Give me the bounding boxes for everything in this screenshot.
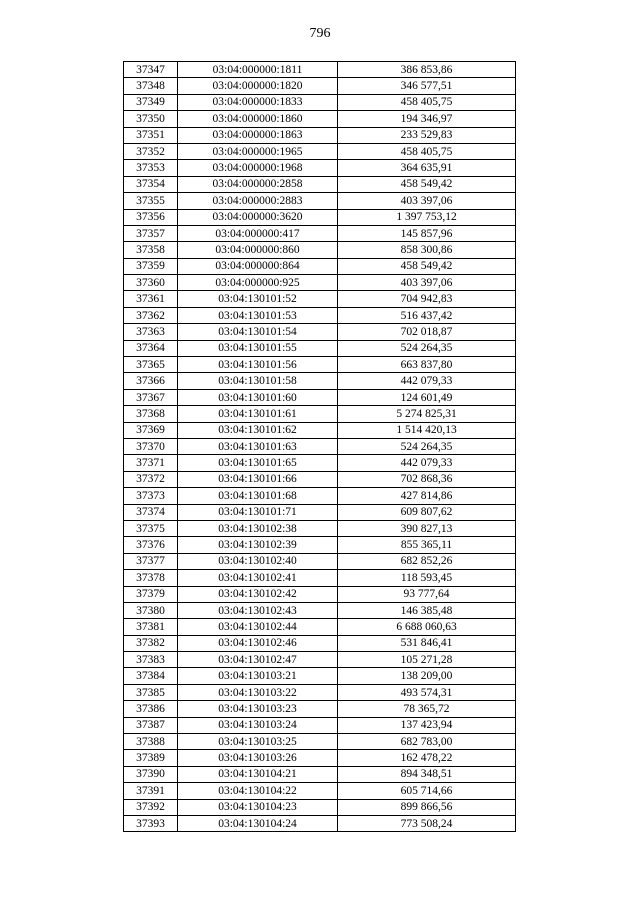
value-cell: 386 853,86 — [338, 62, 516, 78]
table-row — [124, 488, 516, 504]
cadastral-number-cell: 03:04:130104:24 — [178, 815, 338, 831]
cadastral-number-cell: 03:04:130101:54 — [178, 324, 338, 340]
value-cell: 899 866,56 — [338, 799, 516, 815]
table-row — [124, 225, 516, 241]
row-number-cell: 37380 — [124, 602, 178, 618]
value-cell: 458 405,75 — [338, 94, 516, 110]
table-row — [124, 111, 516, 127]
row-number-cell: 37393 — [124, 815, 178, 831]
row-number-cell: 37347 — [124, 62, 178, 78]
cadastral-number-cell: 03:04:130102:46 — [178, 635, 338, 651]
cadastral-number-cell: 03:04:130102:42 — [178, 586, 338, 602]
table-row — [124, 734, 516, 750]
value-cell: 858 300,86 — [338, 242, 516, 258]
table-row — [124, 504, 516, 520]
cadastral-number-cell: 03:04:000000:1833 — [178, 94, 338, 110]
table-row — [124, 389, 516, 405]
cadastral-number-cell: 03:04:130104:21 — [178, 766, 338, 782]
row-number-cell: 37388 — [124, 734, 178, 750]
value-cell: 145 857,96 — [338, 225, 516, 241]
row-number-cell: 37369 — [124, 422, 178, 438]
row-number-cell: 37355 — [124, 193, 178, 209]
cadastral-number-cell: 03:04:130102:44 — [178, 619, 338, 635]
row-number-cell: 37386 — [124, 701, 178, 717]
cadastral-number-cell: 03:04:130101:56 — [178, 357, 338, 373]
row-number-cell: 37357 — [124, 225, 178, 241]
cadastral-number-cell: 03:04:000000:2858 — [178, 176, 338, 192]
cadastral-number-cell: 03:04:130103:24 — [178, 717, 338, 733]
cadastral-number-cell: 03:04:130103:22 — [178, 684, 338, 700]
value-cell: 78 365,72 — [338, 701, 516, 717]
row-number-cell: 37376 — [124, 537, 178, 553]
value-cell: 364 635,91 — [338, 160, 516, 176]
cadastral-value-table — [123, 61, 516, 832]
value-cell: 162 478,22 — [338, 750, 516, 766]
row-number-cell: 37381 — [124, 619, 178, 635]
value-cell: 124 601,49 — [338, 389, 516, 405]
value-cell: 118 593,45 — [338, 570, 516, 586]
value-cell: 609 807,62 — [338, 504, 516, 520]
cadastral-number-cell: 03:04:000000:1811 — [178, 62, 338, 78]
value-cell: 704 942,83 — [338, 291, 516, 307]
value-cell: 390 827,13 — [338, 520, 516, 536]
table-row — [124, 652, 516, 668]
value-cell: 427 814,86 — [338, 488, 516, 504]
table-row — [124, 176, 516, 192]
table-row — [124, 373, 516, 389]
row-number-cell: 37382 — [124, 635, 178, 651]
cadastral-number-cell: 03:04:130101:58 — [178, 373, 338, 389]
value-cell: 605 714,66 — [338, 783, 516, 799]
value-cell: 682 852,26 — [338, 553, 516, 569]
table-row — [124, 307, 516, 323]
row-number-cell: 37373 — [124, 488, 178, 504]
row-number-cell: 37361 — [124, 291, 178, 307]
cadastral-number-cell: 03:04:000000:864 — [178, 258, 338, 274]
cadastral-number-cell: 03:04:130101:52 — [178, 291, 338, 307]
table-row — [124, 340, 516, 356]
row-number-cell: 37365 — [124, 357, 178, 373]
value-cell: 531 846,41 — [338, 635, 516, 651]
table-row — [124, 799, 516, 815]
cadastral-number-cell: 03:04:000000:1968 — [178, 160, 338, 176]
value-cell: 442 079,33 — [338, 373, 516, 389]
row-number-cell: 37367 — [124, 389, 178, 405]
value-cell: 105 271,28 — [338, 652, 516, 668]
cadastral-number-cell: 03:04:130104:23 — [178, 799, 338, 815]
row-number-cell: 37374 — [124, 504, 178, 520]
page-number: 796 — [309, 26, 331, 41]
cadastral-number-cell: 03:04:130101:55 — [178, 340, 338, 356]
row-number-cell: 37348 — [124, 78, 178, 94]
table-row — [124, 717, 516, 733]
row-number-cell: 37356 — [124, 209, 178, 225]
value-cell: 702 868,36 — [338, 471, 516, 487]
table-row — [124, 750, 516, 766]
row-number-cell: 37352 — [124, 143, 178, 159]
value-cell: 458 549,42 — [338, 176, 516, 192]
cadastral-number-cell: 03:04:130103:23 — [178, 701, 338, 717]
table-row — [124, 62, 516, 78]
cadastral-number-cell: 03:04:130101:61 — [178, 406, 338, 422]
table-row — [124, 766, 516, 782]
table-row — [124, 357, 516, 373]
row-number-cell: 37384 — [124, 668, 178, 684]
cadastral-number-cell: 03:04:130103:25 — [178, 734, 338, 750]
row-number-cell: 37359 — [124, 258, 178, 274]
table-row — [124, 668, 516, 684]
row-number-cell: 37387 — [124, 717, 178, 733]
table-row — [124, 815, 516, 831]
value-cell: 6 688 060,63 — [338, 619, 516, 635]
cadastral-number-cell: 03:04:000000:1860 — [178, 111, 338, 127]
value-cell: 524 264,35 — [338, 340, 516, 356]
cadastral-number-cell: 03:04:130101:53 — [178, 307, 338, 323]
cadastral-number-cell: 03:04:130101:71 — [178, 504, 338, 520]
value-cell: 702 018,87 — [338, 324, 516, 340]
table-row — [124, 422, 516, 438]
value-cell: 458 405,75 — [338, 143, 516, 159]
value-cell: 458 549,42 — [338, 258, 516, 274]
row-number-cell: 37363 — [124, 324, 178, 340]
value-cell: 442 079,33 — [338, 455, 516, 471]
cadastral-number-cell: 03:04:000000:1965 — [178, 143, 338, 159]
cadastral-number-cell: 03:04:130102:40 — [178, 553, 338, 569]
value-cell: 146 385,48 — [338, 602, 516, 618]
value-cell: 682 783,00 — [338, 734, 516, 750]
value-cell: 1 397 753,12 — [338, 209, 516, 225]
table-row — [124, 471, 516, 487]
row-number-cell: 37391 — [124, 783, 178, 799]
table-row — [124, 783, 516, 799]
value-cell: 524 264,35 — [338, 438, 516, 454]
row-number-cell: 37379 — [124, 586, 178, 602]
table-row — [124, 537, 516, 553]
table-row — [124, 291, 516, 307]
table-row — [124, 520, 516, 536]
cadastral-number-cell: 03:04:000000:1820 — [178, 78, 338, 94]
value-cell: 663 837,80 — [338, 357, 516, 373]
cadastral-number-cell: 03:04:130102:47 — [178, 652, 338, 668]
cadastral-number-cell: 03:04:130101:68 — [178, 488, 338, 504]
row-number-cell: 37392 — [124, 799, 178, 815]
table-row — [124, 570, 516, 586]
cadastral-number-cell: 03:04:000000:2883 — [178, 193, 338, 209]
cadastral-number-cell: 03:04:000000:860 — [178, 242, 338, 258]
table-row — [124, 619, 516, 635]
cadastral-number-cell: 03:04:000000:1863 — [178, 127, 338, 143]
row-number-cell: 37362 — [124, 307, 178, 323]
cadastral-number-cell: 03:04:000000:3620 — [178, 209, 338, 225]
row-number-cell: 37368 — [124, 406, 178, 422]
value-cell: 233 529,83 — [338, 127, 516, 143]
cadastral-number-cell: 03:04:130103:26 — [178, 750, 338, 766]
value-cell: 773 508,24 — [338, 815, 516, 831]
cadastral-number-cell: 03:04:130101:62 — [178, 422, 338, 438]
table-row — [124, 193, 516, 209]
table-row — [124, 586, 516, 602]
table-row — [124, 553, 516, 569]
table-row — [124, 94, 516, 110]
table-row — [124, 438, 516, 454]
value-cell: 403 397,06 — [338, 275, 516, 291]
value-cell: 194 346,97 — [338, 111, 516, 127]
value-cell: 894 348,51 — [338, 766, 516, 782]
cadastral-number-cell: 03:04:130102:43 — [178, 602, 338, 618]
row-number-cell: 37364 — [124, 340, 178, 356]
table-row — [124, 455, 516, 471]
cadastral-number-cell: 03:04:130103:21 — [178, 668, 338, 684]
row-number-cell: 37377 — [124, 553, 178, 569]
table-row — [124, 701, 516, 717]
value-cell: 493 574,31 — [338, 684, 516, 700]
cadastral-number-cell: 03:04:000000:925 — [178, 275, 338, 291]
cadastral-number-cell: 03:04:130102:41 — [178, 570, 338, 586]
value-cell: 5 274 825,31 — [338, 406, 516, 422]
row-number-cell: 37366 — [124, 373, 178, 389]
value-cell: 1 514 420,13 — [338, 422, 516, 438]
value-cell: 516 437,42 — [338, 307, 516, 323]
row-number-cell: 37371 — [124, 455, 178, 471]
row-number-cell: 37385 — [124, 684, 178, 700]
cadastral-number-cell: 03:04:000000:417 — [178, 225, 338, 241]
row-number-cell: 37351 — [124, 127, 178, 143]
row-number-cell: 37360 — [124, 275, 178, 291]
table-row — [124, 602, 516, 618]
row-number-cell: 37354 — [124, 176, 178, 192]
table-row — [124, 635, 516, 651]
cadastral-number-cell: 03:04:130101:65 — [178, 455, 338, 471]
value-cell: 138 209,00 — [338, 668, 516, 684]
table-row — [124, 160, 516, 176]
table-row — [124, 684, 516, 700]
row-number-cell: 37350 — [124, 111, 178, 127]
table-row — [124, 127, 516, 143]
row-number-cell: 37389 — [124, 750, 178, 766]
table-row — [124, 78, 516, 94]
row-number-cell: 37372 — [124, 471, 178, 487]
row-number-cell: 37383 — [124, 652, 178, 668]
row-number-cell: 37349 — [124, 94, 178, 110]
row-number-cell: 37358 — [124, 242, 178, 258]
table-body — [124, 62, 516, 832]
table-row — [124, 209, 516, 225]
table-row — [124, 406, 516, 422]
cadastral-number-cell: 03:04:130101:63 — [178, 438, 338, 454]
cadastral-number-cell: 03:04:130102:38 — [178, 520, 338, 536]
table-row — [124, 143, 516, 159]
cadastral-number-cell: 03:04:130102:39 — [178, 537, 338, 553]
row-number-cell: 37370 — [124, 438, 178, 454]
value-cell: 137 423,94 — [338, 717, 516, 733]
value-cell: 403 397,06 — [338, 193, 516, 209]
table-row — [124, 324, 516, 340]
value-cell: 855 365,11 — [338, 537, 516, 553]
table-row — [124, 242, 516, 258]
row-number-cell: 37353 — [124, 160, 178, 176]
row-number-cell: 37378 — [124, 570, 178, 586]
value-cell: 93 777,64 — [338, 586, 516, 602]
cadastral-number-cell: 03:04:130101:66 — [178, 471, 338, 487]
table-row — [124, 258, 516, 274]
row-number-cell: 37375 — [124, 520, 178, 536]
table-row — [124, 275, 516, 291]
cadastral-number-cell: 03:04:130104:22 — [178, 783, 338, 799]
cadastral-number-cell: 03:04:130101:60 — [178, 389, 338, 405]
value-cell: 346 577,51 — [338, 78, 516, 94]
row-number-cell: 37390 — [124, 766, 178, 782]
